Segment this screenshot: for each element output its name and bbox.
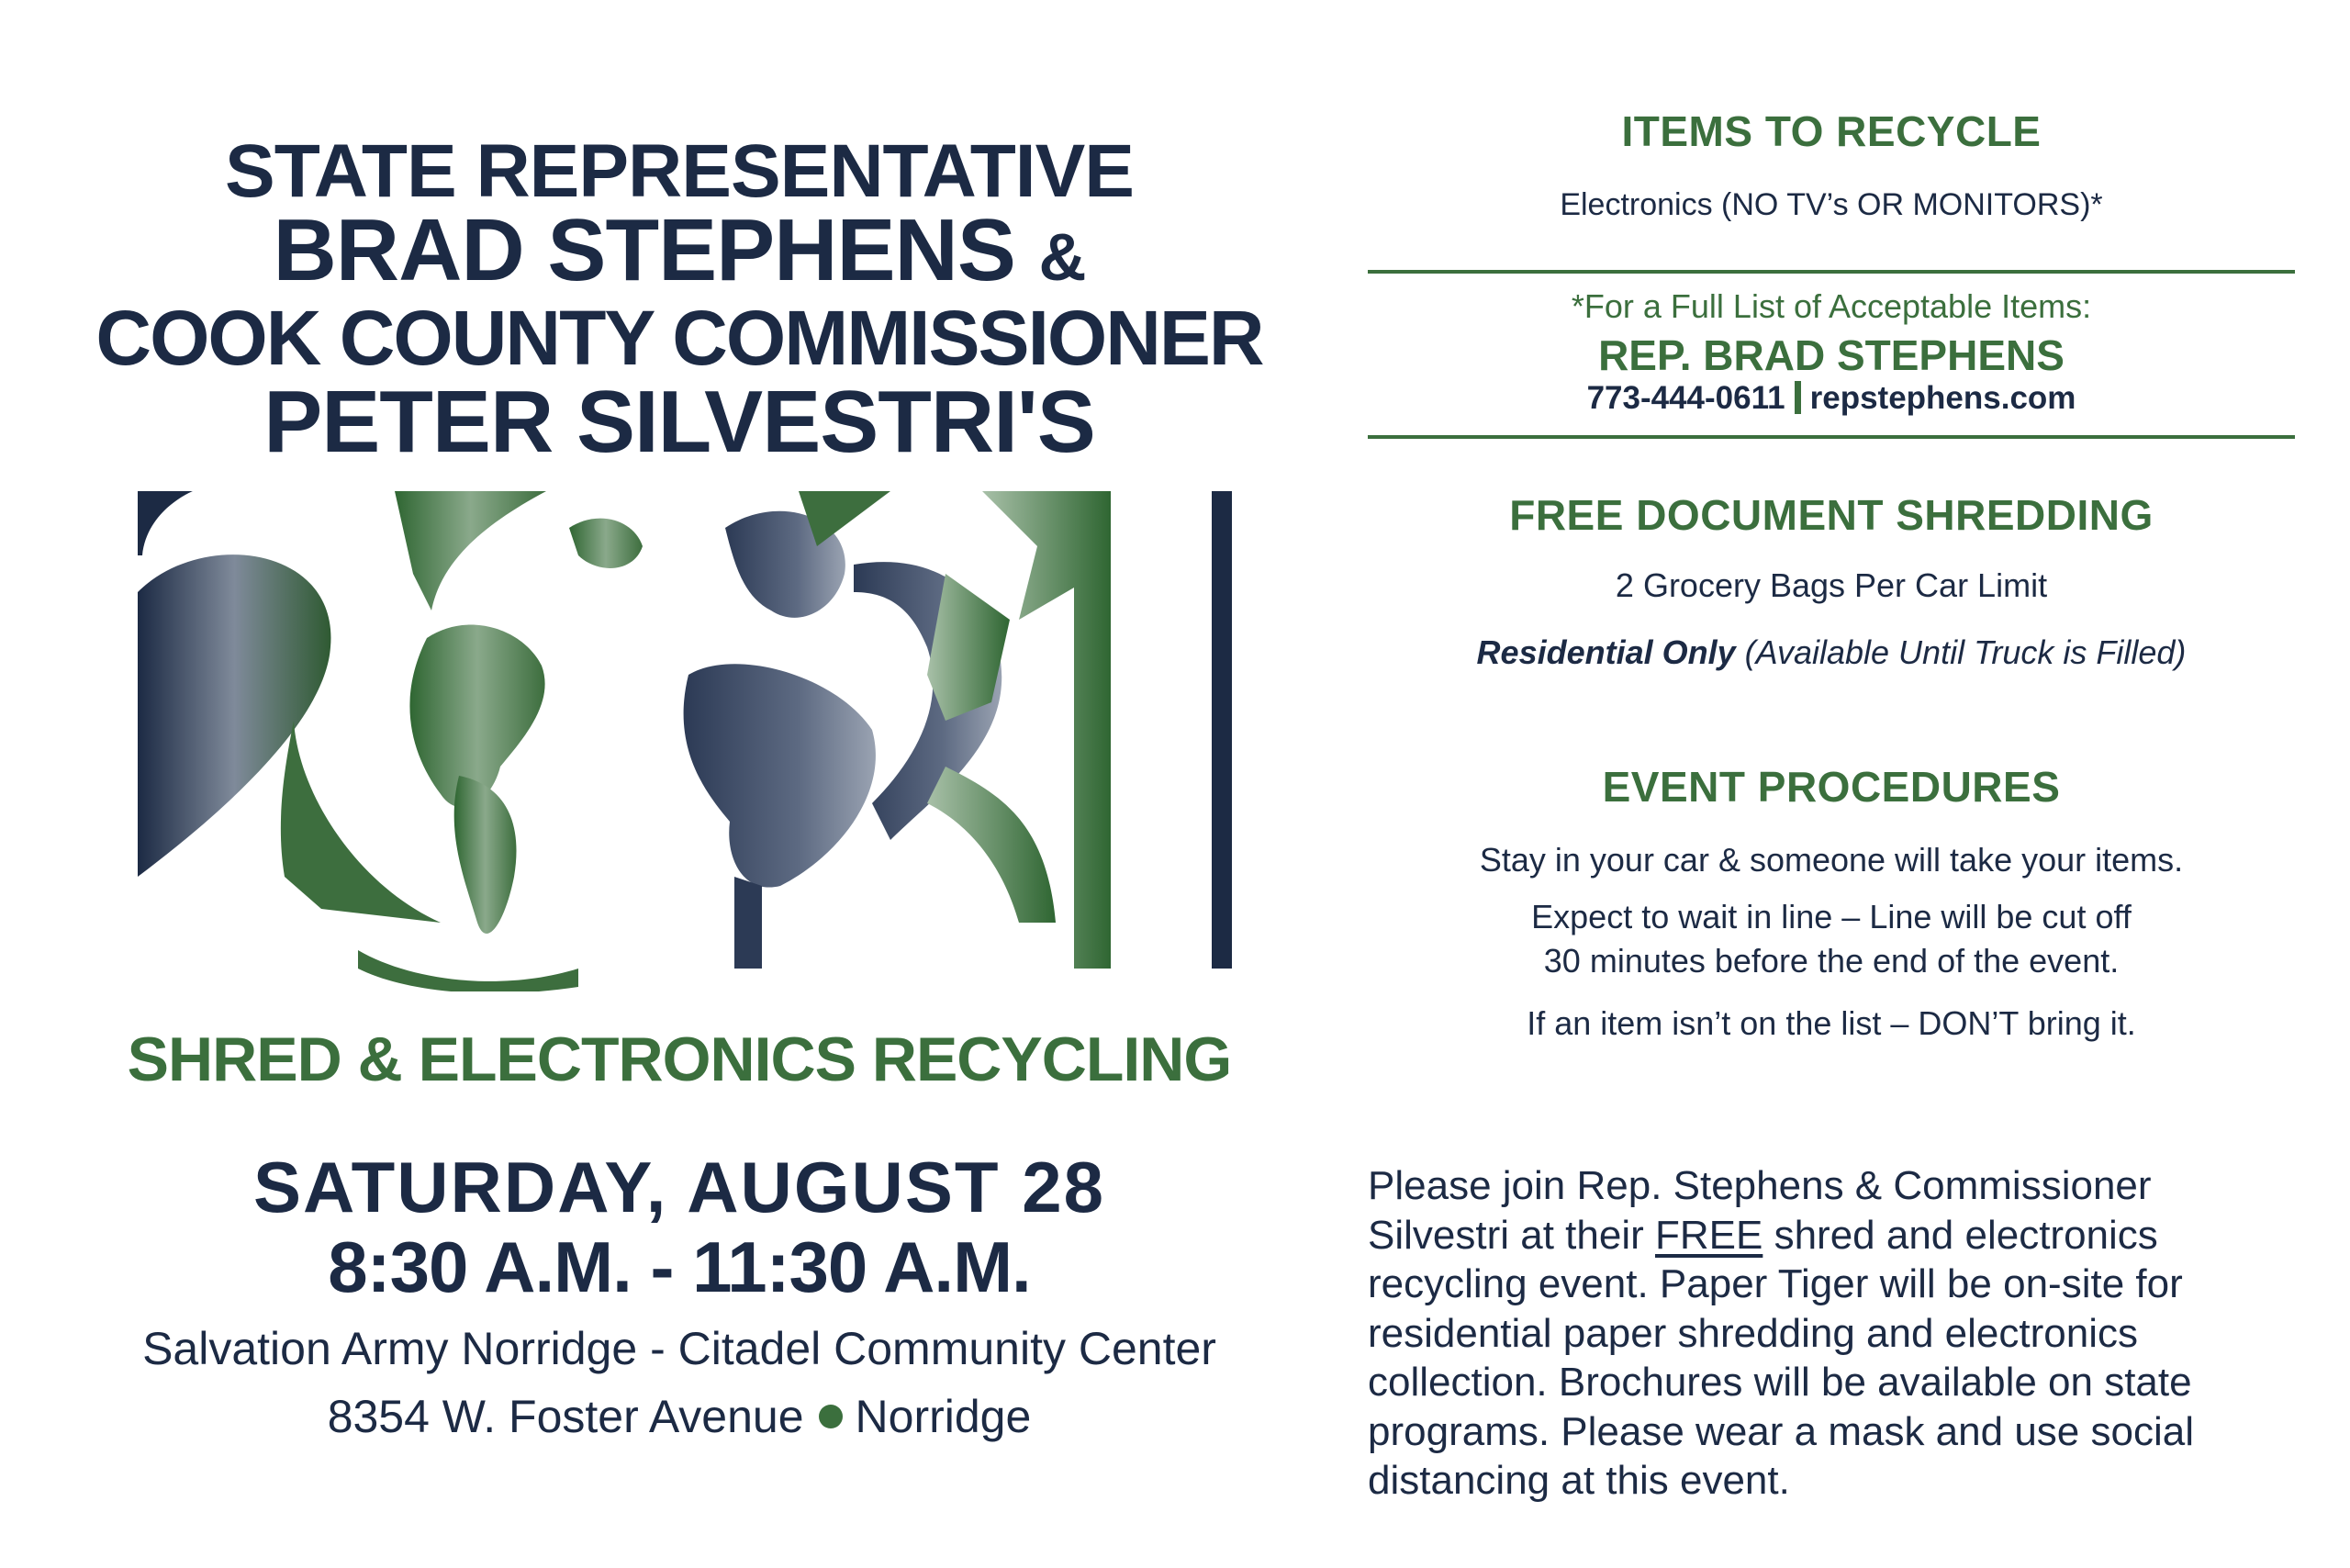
items-heading: ITEMS TO RECYCLE: [1621, 107, 2042, 155]
title-name-brad: BRAD STEPHENS: [273, 201, 1015, 299]
bullet-dot-icon: [819, 1405, 843, 1428]
procedure-1: Stay in your car & someone will take your items.: [1479, 841, 2184, 879]
title-ampersand: &: [1038, 221, 1086, 295]
description-part-1: Please join Rep. Stephens & Commissioner Silvestri at their: [1368, 1163, 2152, 1258]
items-text: Electronics (NO TV’s OR MONITORS)*: [1560, 187, 2103, 222]
title-line-3: COOK COUNTY COMMISSIONER: [95, 295, 1263, 381]
event-subtitle: SHRED & ELECTRONICS RECYCLING: [127, 1025, 1232, 1094]
separator-bar-icon: [1795, 381, 1801, 414]
contact-phone: 773-444-0611: [1586, 380, 1785, 416]
contact-name: REP. BRAD STEPHENS: [1598, 331, 2065, 379]
procedures-heading: EVENT PROCEDURES: [1602, 763, 2061, 811]
event-description: [1368, 1161, 2295, 1506]
title-line-2: [37, 200, 1322, 301]
procedure-2b: 30 minutes before the end of the event.: [1543, 942, 2120, 980]
event-address: [37, 1390, 1322, 1443]
shred-residential: [1368, 633, 2295, 672]
contact-website: repstephens.com: [1809, 380, 2076, 416]
divider-top: [1368, 270, 2295, 274]
address-street: 8354 W. Foster Avenue: [327, 1391, 804, 1442]
event-location: Salvation Army Norridge - Citadel Community Center: [142, 1323, 1216, 1374]
contact-info: [1368, 380, 2295, 420]
procedure-2a: Expect to wait in line – Line will be cut off: [1531, 898, 2132, 935]
globe-2021-logo-icon: [138, 491, 1285, 991]
title-line-4: PETER SILVESTRI'S: [263, 373, 1095, 471]
event-date: SATURDAY, AUGUST 28: [253, 1147, 1105, 1227]
full-list-note: *For a Full List of Acceptable Items:: [1571, 287, 2092, 325]
residential-only: Residential Only: [1476, 633, 1736, 671]
available-until: (Available Until Truck is Filled): [1735, 633, 2187, 671]
address-city: Norridge: [855, 1391, 1032, 1442]
description-free: FREE: [1654, 1212, 1763, 1258]
event-time: 8:30 A.M. - 11:30 A.M.: [328, 1226, 1031, 1307]
shred-heading: FREE DOCUMENT SHREDDING: [1509, 491, 2154, 539]
procedure-3: If an item isn’t on the list – DON’T bring it.: [1527, 1004, 2136, 1042]
title-line-1: STATE REPRESENTATIVE: [225, 129, 1134, 213]
shred-limit: 2 Grocery Bags Per Car Limit: [1615, 566, 2048, 604]
description-part-2: shred and electronics recycling event. Paper Tiger will be on-site for residential paper shredding and electronics collection. Brochures will be available on state programs. Please wear a mask and use social distancing at this event.: [1368, 1212, 2194, 1503]
divider-bottom: [1368, 435, 2295, 439]
